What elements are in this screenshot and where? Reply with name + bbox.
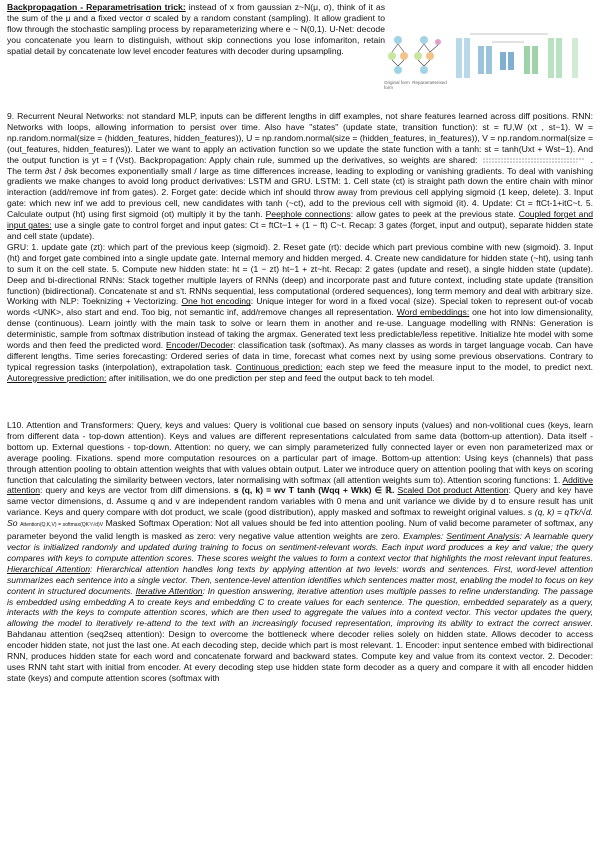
sentiment-text: : A learnable query vector is initialized randomly and updated during training to focus on sentiment-relevant words. Each input word produces a key and value; the query compares with keys to compute attention scores. These scores weight the values to form a context vector that highlights the most relevant input features. bbox=[7, 531, 594, 563]
one-hot-title: One hot encoding bbox=[181, 296, 251, 307]
hierarchical-text: : Hierarchical attention handles long texts by applying attention at two levels: words and sentences. First, word-level attention summarizes each sentence into a single vector. Then, sentence-level attention identifies which sentences matter most, enabling the model to focus on key content in structured documents. bbox=[7, 563, 593, 596]
one-hot-text: : Unique integer for word in a fixed vocal (size). Special token to represent out-of vocab words <UNK>, also start and end. Too big, not semantic inf, add/remove changes all representation. bbox=[7, 296, 593, 318]
iterative-title: Iterative Attention bbox=[135, 585, 203, 596]
continuous-prediction-text: each step we feed the measure input to the model, to predict next. bbox=[322, 361, 593, 372]
peephole-text: : allow gates to peek at the previous state. bbox=[350, 209, 516, 220]
autoregressive-text: after initilisation, we do one prediction per step and feed the output back to teh model. bbox=[106, 372, 435, 383]
word-embeddings-text: one hot into low dimensionality, dense (continuous). Learn jointly with the main task to solve or learn them in another and re-use. Language modelling with RNNs: Generation is deterministic, sample from softmax distribution instead of taking the argmax. Generated text less predictable/less repetitive. Initialize hte model with some words and then feed the predicted word. bbox=[7, 307, 593, 351]
reparam-unet-diagram bbox=[384, 30, 594, 100]
intro-text: instead of x from gaussian z~N(μ, σ), think of it as the sum of the μ and a fixed vector σ scaled by a random constant (sampling). It allow gradient to flow through the stochastic sampling process by reparameterizing where e ~ N(0,1). U-Net: decode you concatenate you learn to distinguish, without skip connections you lose infomariton, retain spatial detail by concatenate low level encoder features with decoder during upsampling. bbox=[7, 2, 385, 56]
rnn-paragraph-1: 9. Recurrent Neural Networks: not standard MLP, inputs can be different lengths in diff examples, not share features learned across diff positions. RNN: Networks with loops, allowing information to persist over time. Also have "states" (update state, transition function): st = fU,W (xt , st−1). W = np.random.normal(size = (hidden_features, hidden_features)), U = np.random.normal(size = (hidden_features, in_features)), V = np.random.normal(size = (out_features, hidden_features)). Later we want to apply an activation function so we update the state function with a tanh: st = tanh(Uxt + Wst−1). And the output function is yt = f (Vst). Backpropagation: Apply chain rule, summed up the derivatives, so weights are shared: bbox=[7, 111, 593, 165]
continuous-prediction-title: Continuous prediction: bbox=[235, 361, 323, 372]
additive-attention-formula: s (q, k) = wv T tanh (Wqq + Wkk) ∈ ℝ. bbox=[233, 485, 395, 496]
additive-attention-title: Additive attention bbox=[7, 474, 593, 496]
encoder-decoder-text: : classification task (softmax). As many classes as words in target language vocab. Can have different lengths. Time series forecasting: Ordered series of data in time, forecast what comes next by using some previous observations. Contrary to typical regression tasks (interpolation), extrapolation task. bbox=[7, 340, 593, 372]
attention-section bbox=[7, 420, 593, 684]
scaled-dot-formula: s (q, k) = qTk/√d. So bbox=[7, 507, 594, 529]
reparam-title: Backpropagation - Reparametrisation trick: bbox=[7, 2, 186, 12]
coupled-gates-title: Coupled forget and input gates: bbox=[7, 209, 594, 231]
attention-paragraph-1: L10. Attention and Transformers: Query, keys and values: Query is volitional cue based on sensory inputs (values) and non-volitional cues (keys, learn from different data - top-down attention). Keys and values are different representations calculated from same data (bottom-up attention). Data itself - bottom up. External questions - top-down. Attention: no query, we can simply parameterized fully connected layer or even non parameterized max or average pooling. Fixations. spend more computation resources on a particular part of image. Bottom-up attention: Using keys (channels) that pass through attention pooling to obtain attention weights that with values obtain output. Later we introduce query on attention pooling that with keys on scoring function that calculating the similarity between vectors, later normalising with softmax (all attention weights sum to). Attention scoring functions: 1. bbox=[7, 420, 593, 485]
chain-rule-formula-image bbox=[481, 156, 591, 165]
reparam-graph-original bbox=[388, 36, 408, 74]
peephole-title: Peephole connections bbox=[265, 209, 351, 220]
attention-formula: Attention(Q,K,V) = softmax(QKᵀ/√d)V bbox=[20, 522, 104, 529]
encoder-decoder-title: Encoder/Decoder bbox=[166, 340, 233, 351]
scaled-dot-text: : Query and key have same vector dimensions, d. Assume q and v are independent random variables with 0 mena and unit variance we divide by d to ensure result has unit variance. Keys and query compare with dot product, we scale (good distribution), apply masked and softmax to reweight original values. bbox=[7, 485, 594, 518]
diagram-caption-reparameterised: Reparameterised form bbox=[384, 80, 447, 90]
iterative-text: : In question answering, iterative attention uses multiple passes to refine understanding. The passage is embedded using embedding A to create keys and embedding C to create values for each sentence. The question, embedded separately as a query, interacts with the keys to compute attention scores, which are then used to aggregate the values into a context vector. This vector updates the query, allowing the model to iteratively re-attend to the text with an increasingly focused representation, improving its ability to extract the correct answer. bbox=[7, 585, 594, 629]
bahdanau-paragraph: Bahdanau attention (seq2seq attention): Design to overcome the bottleneck where decoder relies solely on hidden state. Allows decoder to access encoder hidden state, not just the last one. At each decoding step, decide which part is most relevant. 1. Encoder: input sentence embed with bidirectional RNN, produces hidden state for each word and concatenate forward and backward states. Compute key and value from its context vector. 2. Decoder: uses RNN taht start with initial from encoder. At every decoding step use hidden state form decoder as a query and compare it with all encoder hidden state (keys) and compute attention scores (softmax with bbox=[7, 629, 593, 683]
word-embeddings-title: Word embeddings: bbox=[396, 307, 470, 318]
diagram-caption-original: Original form bbox=[384, 80, 410, 85]
masked-softmax-text: Masked Softmax Operation: Not all values should be fed into attention pooling. Num of valid become parameter of softmax, any parameter beyond the valid length is masked as zero: very negative value attention weights are zero. bbox=[7, 518, 594, 542]
gru-paragraph: GRU: 1. update gate (zt): which part of the previous keep (sigmoid). 2. Reset gate (rt): decide which part previous combine with new (sigmoid). 3. Input (ht) and forget gate combined into a single update gate. Internal memory and hidden merged. 4. Create new candidature for hidden state (~ht), using tanh to sum it on the cell state. 5. Compute new hidden state: ht = (1 − zt) ht−1 + zt~ht. Recap: 2 gates (update and reset), a single hidden state (update). Deep and bi-directional RNNs: Stack together multiple layers of RNNs (deep) and incorporate past and future context, including state update (transition function) (bidirectional). Concatenate st and s't. RNNs sequential, less computational (ordered sequences), long term memory and deal with arbitrary size. Working with NLP: Toeknizing + Vectorizing. bbox=[7, 241, 593, 307]
autoregressive-title: Autoregressive prediction: bbox=[7, 372, 107, 383]
sentiment-title: Sentiment Analysis bbox=[446, 531, 520, 542]
scaled-dot-title: Scaled Dot product Attention bbox=[397, 485, 509, 496]
additive-attention-text: : query and keys are vector from diff dimensions. bbox=[39, 485, 231, 496]
unet-diagram bbox=[456, 34, 578, 78]
coupled-gates-text: use a single gate to control forget and input gates: Ct = ftCt−1 + (1 − ft) C~t. Recap: 3 gates (forget, input and output), separate hidden state and cell state (update). bbox=[7, 220, 593, 241]
reparam-graph-reparameterised bbox=[414, 36, 441, 74]
examples-label: Examples: bbox=[403, 531, 444, 542]
hierarchical-title: Hierarchical Attention bbox=[7, 563, 91, 574]
rnn-section bbox=[7, 111, 593, 384]
intro-paragraph bbox=[7, 2, 385, 57]
rnn-paragraph-1b: . The term ∂st / ∂sk becomes exponentially small / large as time differences increase, leading to exploding or vanishing gradients. To deal with vanishing gradients we make changes to avoid long product derivatives: LSTM and GRU. LSTM: 1. Cell state (ct) is straight path down the entire chain with minor interaction (add/remove inf from gates). 2. Forget gate: decide which inf should throw away from previous cell applying sigmoid (1 keep, delete). 3. Input gate: which new inf we add to previous cell, new candidates with tanh (~ct), add to the previous cell with sigmoid (it). 4. Update: Ct = ftCt-1+itC~t. 5. Calculate output (ht) using first sigmoid (ot) multiply it by the tanh. bbox=[7, 154, 593, 220]
